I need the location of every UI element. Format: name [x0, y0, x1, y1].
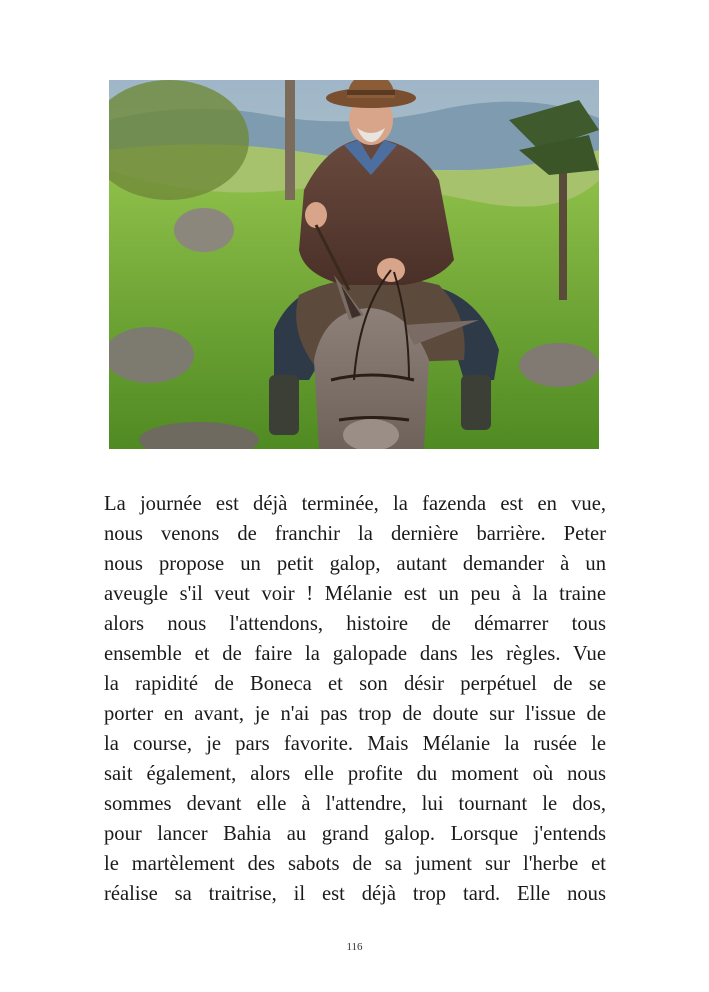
text-line: nous propose un petit galop, autant demander à un	[104, 553, 606, 575]
text-line: la course, je pars favorite. Mais Mélanie la rusée le	[104, 733, 606, 755]
body-paragraph	[104, 489, 606, 909]
photo-man-on-mule	[109, 80, 599, 449]
text-line: nous venons de franchir la dernière barrière. Peter	[104, 523, 606, 545]
text-line: pour lancer Bahia au grand galop. Lorsque j'entends	[104, 823, 606, 845]
text-line: aveugle s'il veut voir ! Mélanie est un peu à la traine	[104, 583, 606, 605]
text-line: sait également, alors elle profite du moment où nous	[104, 763, 606, 785]
text-line: sommes devant elle à l'attendre, lui tournant le dos,	[104, 793, 606, 815]
text-line: alors nous l'attendons, histoire de démarrer tous	[104, 613, 606, 635]
text-line: réalise sa traitrise, il est déjà trop tard. Elle nous	[104, 883, 606, 905]
text-line: La journée est déjà terminée, la fazenda est en vue,	[104, 493, 606, 515]
text-line: la rapidité de Boneca et son désir perpétuel de se	[104, 673, 606, 695]
text-line: ensemble et de faire la galopade dans les règles. Vue	[104, 643, 606, 665]
text-line: le martèlement des sabots de sa jument sur l'herbe et	[104, 853, 606, 875]
page-number: 116	[346, 941, 363, 953]
text-line: porter en avant, je n'ai pas trop de doute sur l'issue de	[104, 703, 606, 725]
